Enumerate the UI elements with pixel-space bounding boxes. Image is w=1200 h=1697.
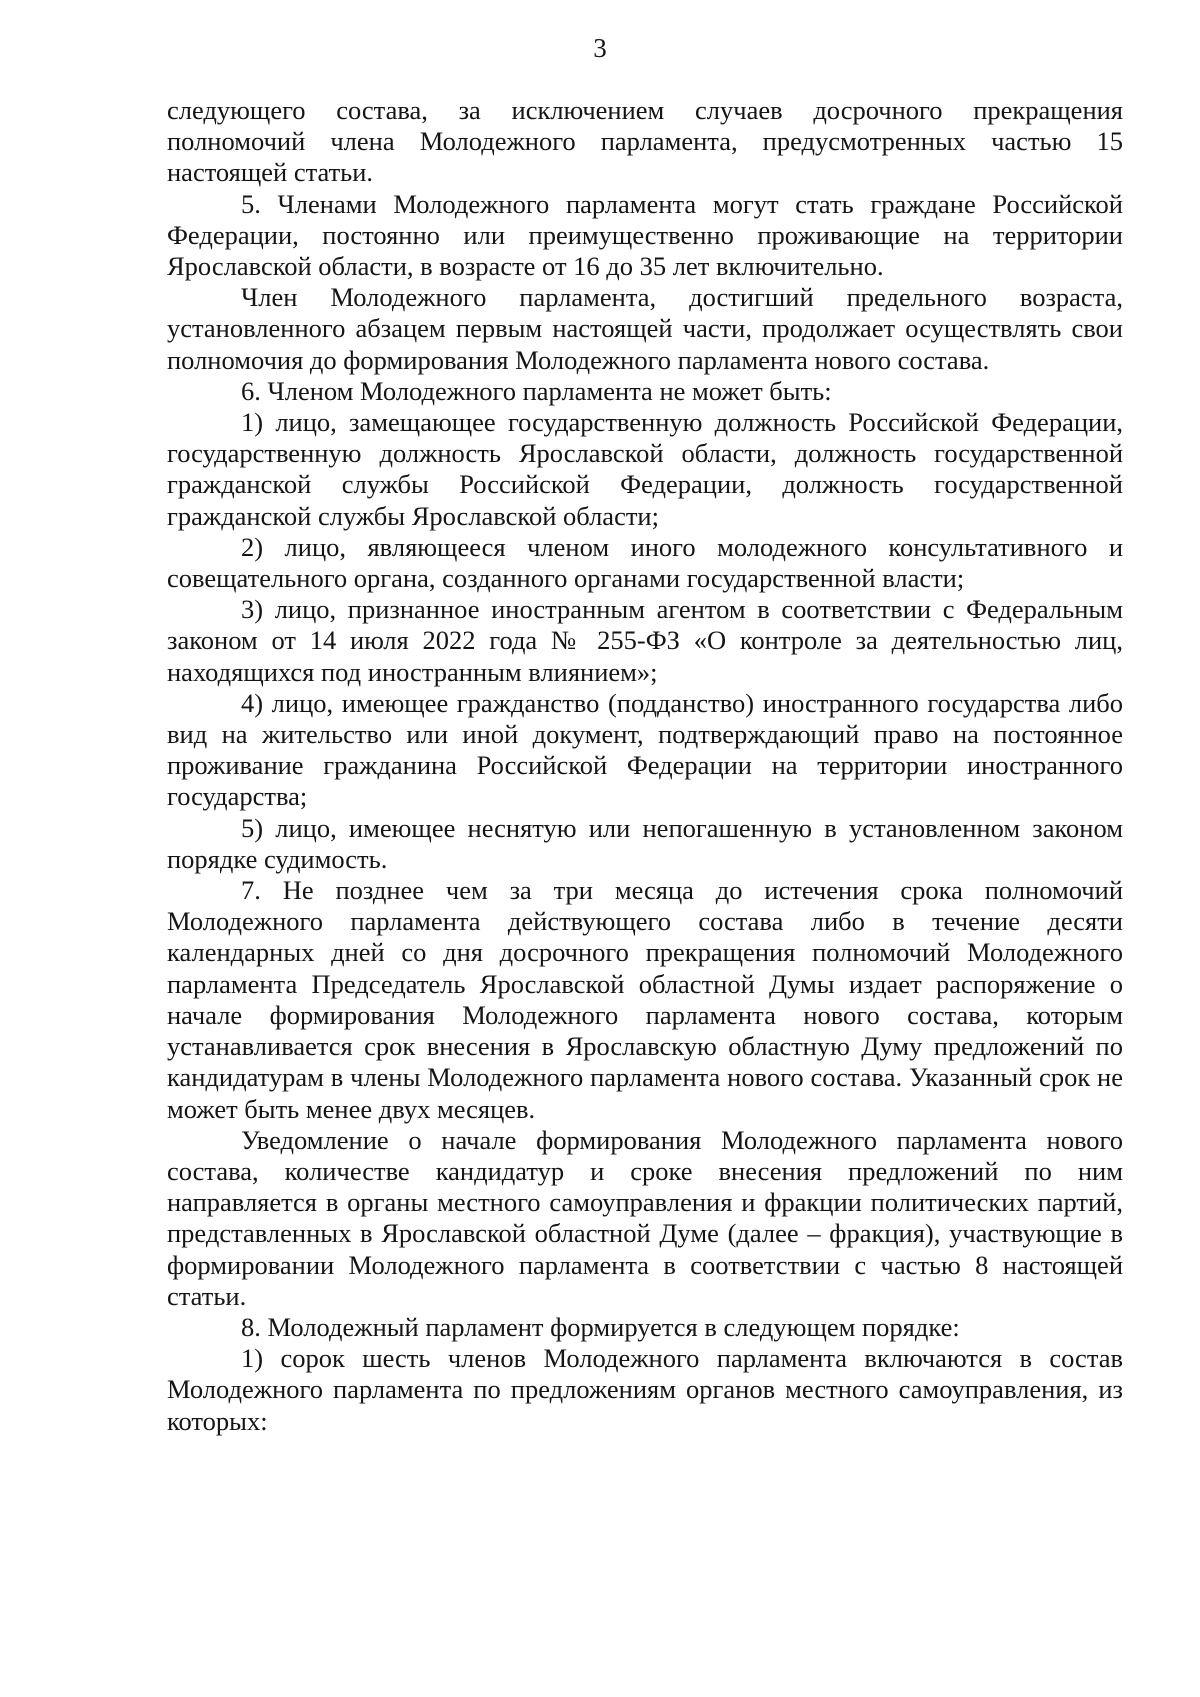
list-item: 2) лицо, являющееся членом иного молодежного консультативного и совещательного органа, созданного органами государственной власти;: [167, 531, 1123, 594]
list-item: 3) лицо, признанное иностранным агентом в соответствии с Федеральным законом от 14 июля 2022 года № 255-ФЗ «О контроле за деятельностью лиц, находящихся под иностранным влиянием»;: [167, 594, 1123, 687]
paragraph: 7. Не позднее чем за три месяца до истечения срока полномочий Молодежного парламента действующего состава либо в течение десяти календарных дней со дня досрочного прекращения полномочий Молодежного парламента Председатель Ярославской областной Думы издает распоряжение о начале формирования Молодежного парламента нового состава, которым устанавливается срок внесения в Ярославскую областную Думу предложений по кандидатурам в члены Молодежного парламента нового состава. Указанный срок не может быть менее двух месяцев.: [167, 875, 1123, 1124]
paragraph: 5. Членами Молодежного парламента могут стать граждане Российской Федерации, постоянно или преимущественно проживающие на территории Ярославской области, в возрасте от 16 до 35 лет включительно.: [167, 188, 1123, 282]
paragraph: Член Молодежного парламента, достигший предельного возраста, установленного абзацем первым настоящей части, продолжает осуществлять свои полномочия до формирования Молодежного парламента нового состава.: [167, 282, 1123, 375]
paragraph: 8. Молодежный парламент формируется в следующем порядке:: [241, 1311, 960, 1342]
list-item: 5) лицо, имеющее неснятую или непогашенную в установленном законом порядке судимость.: [167, 812, 1123, 874]
page-number: 3: [593, 33, 607, 63]
list-item: 1) лицо, замещающее государственную должность Российской Федерации, государственную должность Ярославской области, должность государственной гражданской службы Российской Федерации, должность государственной гражданской службы Ярославской области;: [167, 407, 1123, 531]
paragraph: 6. Членом Молодежного парламента не может быть:: [241, 375, 832, 406]
paragraph: следующего состава, за исключением случаев досрочного прекращения полномочий члена Молодежного парламента, предусмотренных частью 15 настоящей статьи.: [167, 95, 1123, 188]
list-item: 1) сорок шесть членов Молодежного парламента включаются в состав Молодежного парламента по предложениям органов местного самоуправления, из которых:: [167, 1343, 1123, 1436]
document-body: [167, 95, 1123, 1437]
list-item: 4) лицо, имеющее гражданство (подданство) иностранного государства либо вид на жительство или иной документ, подтверждающий право на постоянное проживание гражданина Российской Федерации на территории иностранного государства;: [167, 687, 1123, 812]
paragraph: Уведомление о начале формирования Молодежного парламента нового состава, количестве кандидатур и сроке внесения предложений по ним направляется в органы местного самоуправления и фракции политических партий, представленных в Ярославской областной Думе (далее – фракция), участвующие в формировании Молодежного парламента в соответствии с частью 8 настоящей статьи.: [167, 1124, 1123, 1311]
